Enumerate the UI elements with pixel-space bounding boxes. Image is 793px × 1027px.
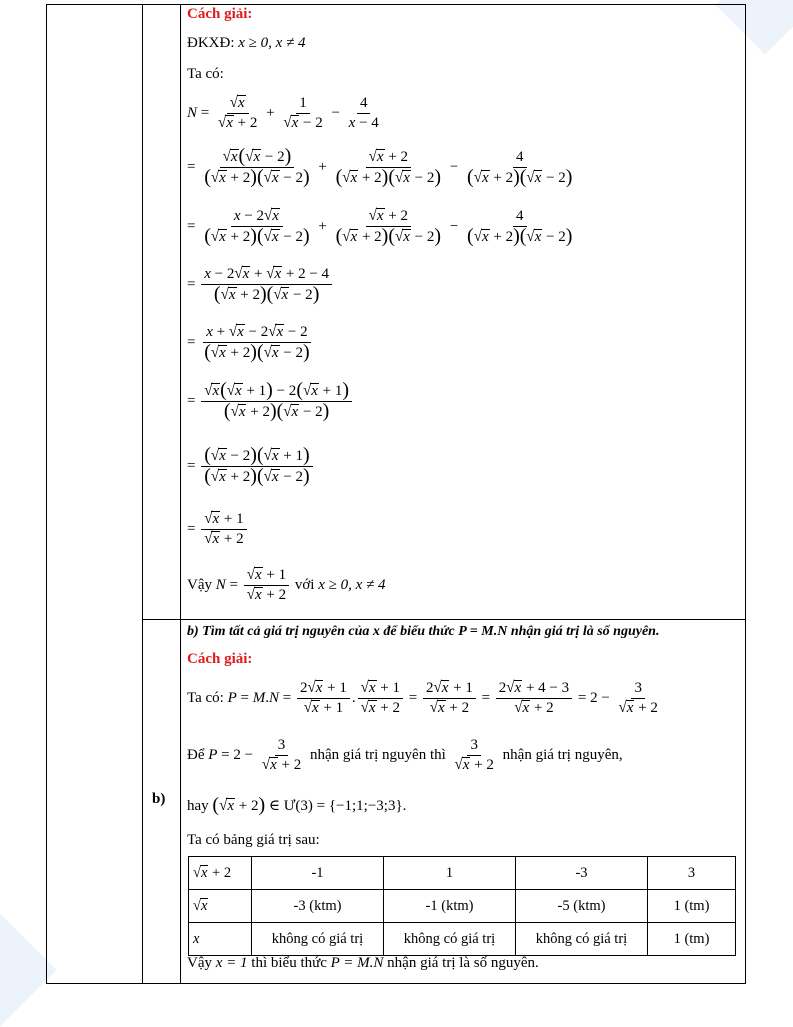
table-row [189, 890, 736, 923]
conclusion-a: Vậy N = $\frac{√x + 1}{√x + 2}$ với x ≥ 0, x ≠ 4 [187, 566, 386, 604]
table-cell: 1 (tm) [648, 923, 736, 956]
formula-line-3: = $\frac{x - 2√x}{(√x + 2)(√x - 2)}$ + $\frac{√x + 2}{(√x + 2)(√x - 2)}$ − $\frac{4}{(√x + 2)(√x - 2)}$ [187, 207, 573, 247]
table-row [189, 923, 736, 956]
table-cell: 1 (tm) [648, 890, 736, 923]
table-cell: không có giá trị [252, 923, 384, 956]
domain-line: ĐKXĐ: x ≥ 0, x ≠ 4 [187, 35, 306, 51]
solution-label-a: Cách giải: [187, 6, 253, 22]
formula-line-6: = $\frac{√x(√x + 1) - 2(√x + 1)}{(√x + 2)(√x - 2)}$ [187, 382, 354, 421]
formula-line-7: = $\frac{(√x - 2)(√x + 1)}{(√x + 2)(√x - 2)}$ [187, 447, 315, 486]
column-divider [180, 4, 181, 983]
column-divider [142, 4, 143, 983]
question-b: b) Tìm tất cả giá trị nguyên của x để biểu thức P = M.N nhận giá trị là số nguyên. [187, 624, 660, 639]
formula-line-2: = $\frac{√x(√x - 2)}{(√x + 2)(√x - 2)}$ + $\frac{√x + 2}{(√x + 2)(√x - 2)}$ − $\frac{4}{(√x + 2)(√x - 2)}$ [187, 145, 573, 188]
divisors-line: hay (√x + 2) ∈ Ư(3) = {−1;1;−3;3}. [187, 794, 407, 816]
table-cell: không có giá trị [516, 923, 648, 956]
values-table [188, 856, 736, 956]
condition-line-b: Để P = 2 − $\frac{3}{√x + 2}$ nhận giá trị nguyên thì $\frac{3}{√x + 2}$ nhận giá trị nguyên, [187, 737, 623, 774]
table-cell: -1 (ktm) [384, 890, 516, 923]
table-cell: 3 [648, 857, 736, 890]
formula-line-b1: Ta có: P = M.N = $\frac{2√x + 1}{√x + 1}$ . $\frac{√x + 1}{√x + 2}$ = $\frac{2√x + 1}{√x + 2}$ = $\frac{2√x + 4 - 3}{√x + 2}$ = 2 − $\frac{3}{√x + 2}$ [187, 679, 658, 717]
row-header: x [189, 923, 252, 956]
table-cell: -3 (ktm) [252, 890, 384, 923]
table-cell: 1 [384, 857, 516, 890]
table-cell: -3 [516, 857, 648, 890]
formula-line-4: = $\frac{x - 2√x + √x + 2 - 4}{(√x + 2)(√x - 2)}$ [187, 266, 334, 304]
formula-line-5: = $\frac{x + √x - 2√x - 2}{(√x + 2)(√x - 2)}$ [187, 323, 310, 363]
table-cell: -5 (ktm) [516, 890, 648, 923]
table-cell: không có giá trị [384, 923, 516, 956]
row-header: √x [189, 890, 252, 923]
row-label-b: b) [152, 791, 166, 807]
solution-label-b: Cách giải: [187, 651, 253, 667]
intro-text-a: Ta có: [187, 66, 224, 82]
formula-line-1: N = $\frac{√x}{√x + 2}$ + $\frac{1}{√x - 2}$ − $\frac{4}{x - 4}$ [187, 94, 379, 132]
conclusion-b: Vậy x = 1 thì biểu thức P = M.N nhận giá trị là số nguyên. [187, 955, 539, 971]
row-divider [142, 619, 745, 620]
table-intro: Ta có bảng giá trị sau: [187, 832, 320, 848]
table-row [189, 857, 736, 890]
table-cell: -1 [252, 857, 384, 890]
row-header: √x + 2 [189, 857, 252, 890]
formula-line-8: = $\frac{√x + 1}{√x + 2}$ [187, 511, 249, 548]
